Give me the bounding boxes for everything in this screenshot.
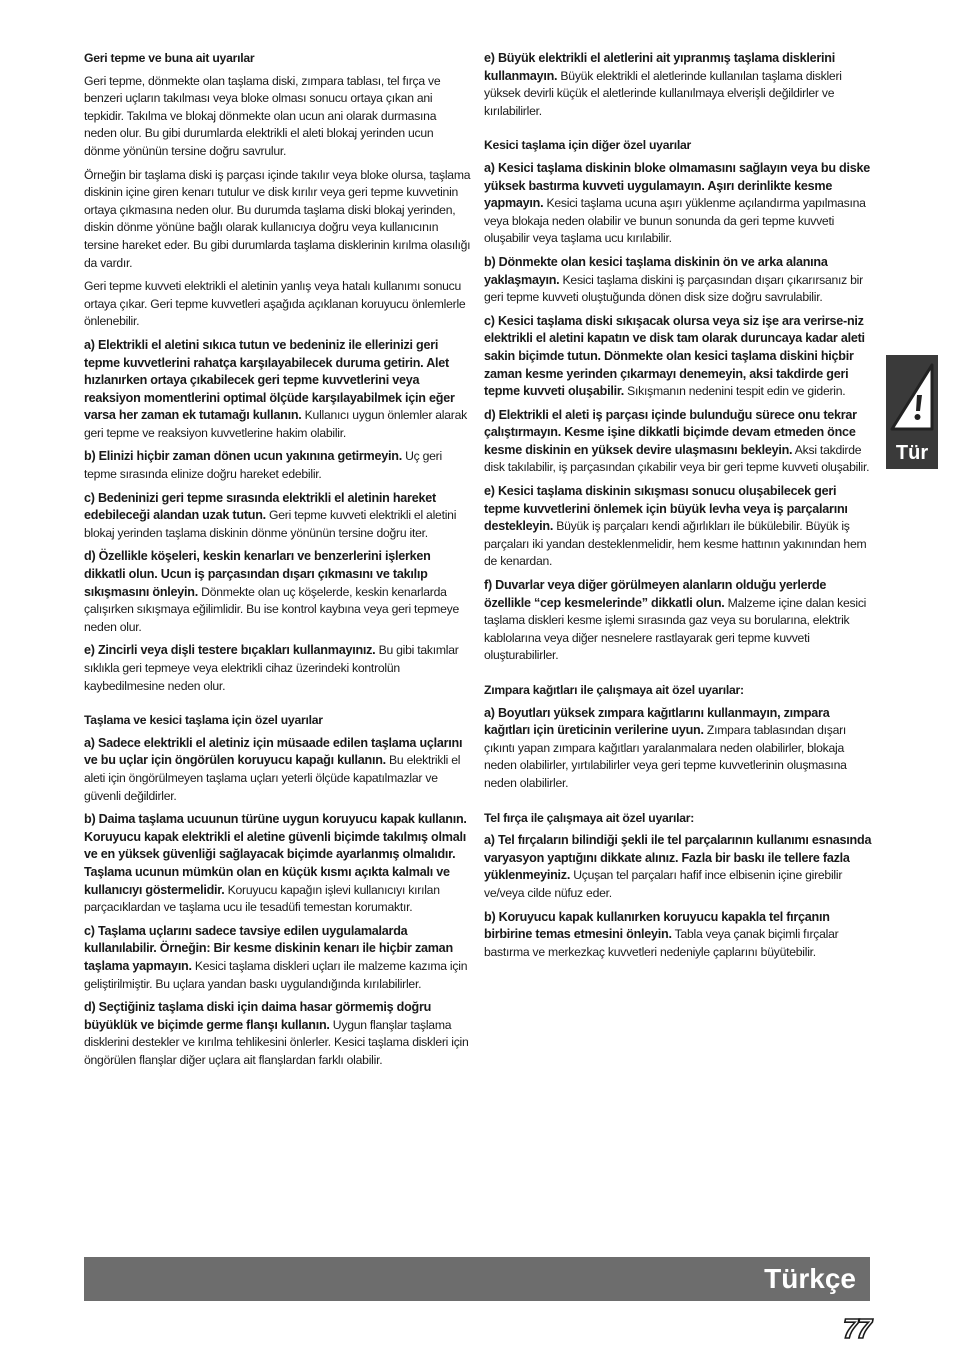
warning-item-explanation: Uçuşan tel parçaları hafif ince elbisenin içine girebilir ve/veya cilde nüfuz eder. [484,868,843,900]
warning-item-explanation: Koruyucu kapağın işlevi kullanıcıyı kırılan parçacıklardan ve taşlama ucu ile tesadüfi temestan korumaktır. [84,882,440,915]
warning-item-instruction: a) Tel fırçaların bilindiği şekli ile tel parçalarının kullanımı esnasında varyasyon yaptığını dikkate alınız. Fazla bir baskı ile tellere fazla yüklenmeyiniz. [484,833,872,883]
body-paragraph: Geri tepme, dönmekte olan taşlama diski, zımpara tablası, tel fırça ve benzeri uçların takılması veya bloke olması sonucu ortaya çıkan ani tepkidir. Takılma ve blokaj dönmekte olan ucun ani olarak durmasına neden olur. Bu gibi durumlarda elektrikli el aleti blokaj yerinden ucun dönme yönünün tersine doğru savrulur. [84,73,441,158]
warning-item-explanation: Dönmekte olan uç köşelerde, keskin kenarlarda çalışırken sıkışmaya eğilimlidir. Bu ise kontrol kaybına veya geri tepmeye neden olur. [84,584,460,634]
warning-item [484,705,872,793]
warning-item-instruction: c) Kesici taşlama diski sıkışacak olursa veya siz işe ara verirse-niz elektrikli el aletini kapatın ve disk tam olarak duruncaya kadar aleti sakin biçimde tutun. Dönmekte olan kesici taşlama diskini hiçbir zaman kesme yerinden çıkarmayı denemeyin, aksi takdirde geri tepme kuvveti oluşabilir. [484,313,865,399]
body-paragraph: Örneğin bir taşlama diski iş parçası içinde takılır veya bloke olursa, taşlama diskinin içine giren kenarı tutulur ve disk kırılır veya geri tepme kuvvetinin ortaya çıkmasına neden olur. Bu durumda taşlama diski blokaj yerinden, diskin dönme yönüne bağlı olarak kullanıcıya doğru veya kullanıcının tersine hareket eder. Bu gibi durumlarda taşlama disklerinin kırılma olasılığı da vardır. [84,167,471,270]
warning-item-instruction: b) Dönmekte olan kesici taşlama diskinin ön ve arka alanına yaklaşmayın. [484,254,828,287]
page-number: 77 [842,1313,870,1344]
left-column [84,50,472,1075]
warning-item [484,483,872,571]
warning-item-explanation: Kesici taşlama diskini iş parçasından dışarı çıkarırsanız bir geri tepme kuvveti oluştuğunda dönen disk size doğru savrulabilir. [484,272,863,305]
warning-item-explanation: Uygun flanşlar taşlama disklerini destekler ve kırılma tehlikesini önlerler. Kesici taşlama diskleri için öngörülen flanşlar diğer uçlara ait flanşlardan farklı olabilir. [84,1017,469,1067]
warning-item-instruction: d) Elektrikli el aleti iş parçası içinde bulunduğu sürece onu tekrar çalıştırmayın. Kesme işine dikkatli biçimde devam etmeden önce kesme diskinin en yüksek devire ulaşmasını bekleyin. [484,407,857,457]
warning-item-instruction: a) Elektrikli el aletini sıkıca tutun ve bedeniniz ile ellerinizi geri tepme kuvvetlerini rahatça karşılayabilecek duruma getirin. Alet hızlanırken ortaya çıkabilecek geri tepme kuvvetlerini veya reaksiyon momentlerini optimal ölçüde karşılayabilmek için eğer varsa her zaman ek tutamağı kullanın. [84,337,455,423]
warning-item [84,999,472,1069]
warning-item-instruction: f) Duvarlar veya diğer görülmeyen alanların olduğu yerlerde özellikle “cep kesmelerinde” dikkatli olun. [484,578,827,610]
section-heading: Kesici taşlama için diğer özel uyarılar [484,138,692,153]
section-heading: Tel fırça ile çalışmaya ait özel uyarılar: [484,810,695,825]
warning-item [484,160,872,248]
warning-item-instruction: b) Koruyucu kapak kullanırken koruyucu kapakla tel fırçanın birbirine temas etmesini önleyin. [484,909,830,942]
footer-language-title: Türkçe [764,1263,856,1294]
body-paragraph: Geri tepme kuvveti elektrikli el aletinin yanlış veya hatalı kullanımı sonucu ortaya çıkar. Geri tepme kuvvetleri aşağıda açıklanan koruyucu önlemlerle önlenebilir. [84,279,466,329]
footer-bar [84,1257,870,1301]
warning-item [484,832,872,902]
warning-item-instruction: e) Kesici taşlama diskinin sıkışması sonucu oluşabilecek geri tepme kuvvetlerini önlemek için büyük levha veya iş parçalarını destekleyin. [484,484,848,534]
warning-item-explanation: Zımpara tablasından dışarı çıkıntı yapan zımpara kağıtları yaralanmalara neden olabilirler, blokaja neden olabilirler, yırtılabilirler veya geri tepme kuvvetlerinin oluşmasına neden olabilirler. [484,723,847,790]
section-heading: Taşlama ve kesici taşlama için özel uyarılar [84,713,323,728]
warning-item-instruction: d) Seçtiğiniz taşlama diski için daima hasar görmemiş doğru büyüklük ve biçimde germe flanşı kullanın. [84,1000,432,1032]
warning-item-explanation: Tabla veya çanak biçimli fırçalar bastırma ve merkezkaç kuvvetleri nedeniyle çaplarını büyütebilir. [484,927,839,959]
warning-item-explanation: Kesici taşlama diskleri uçları ile malzeme kazıma için geliştirilmiştir. Bu uçlara yandan baskı uygulandığında kırılabilirler. [84,958,468,991]
warning-item-instruction: b) Elinizi hiçbir zaman dönen ucun yakınına getirmeyin. [84,449,402,464]
warning-item [84,548,472,636]
warning-item-instruction: c) Bedeninizi geri tepme sırasında elektrikli el aletinin hareket edebileceği alandan uzak tutun. [84,490,436,523]
warning-item-instruction: b) Daima taşlama ucuunun türüne uygun koruyucu kapak kullanın. Koruyucu kapak elektrikli el aletine güvenli biçimde takılmış olmalı ve en yüksek güvenliği sağlayacak biçimde ayarlanmış olmalıdır. Taşlama ucunun mümkün olan en küçük kısmı açıkta kalmalı ve kullanıcıyı göstermelidir. [84,812,467,897]
warning-item-explanation: Kesici taşlama ucuna aşırı yüklenme açılandırma yapılmasına veya blokaja neden olabilir ve bunun sonunda da geri tepme kuvveti oluşabilir veya taşlama ucu kırılabilir. [484,196,866,246]
warning-triangle-icon [886,355,938,439]
warning-item-explanation: Bu gibi takımlar sıklıkla geri tepmeye veya elektrikli cihaz üzerindeki kontrolün kaybedilmesine neden olur. [84,643,459,693]
warning-item-instruction: a) Boyutları yüksek zımpara kağıtlarını kullanmayın, zımpara kağıtları için üreticinin verilerine uyun. [484,705,830,738]
warning-item [484,407,872,477]
warning-item-instruction: e) Zincirli veya dişli testere bıçakları kullanmayınız. [84,643,376,658]
warning-item [484,577,872,665]
language-side-tab [886,355,938,469]
warning-item [484,909,872,962]
warning-item-explanation: Kullanıcı uygun önlemler alarak geri tepme ve reaksiyon kuvvetlerine hakim olabilir. [84,408,467,440]
warning-item [84,735,472,805]
warning-item-instruction: c) Taşlama uçlarını sadece tavsiye edilen uygulamalarda kullanılabilir. Örneğin: Bir kesme diskinin kenarı ile hiçbir zaman taşlama yapmayın. [84,923,453,973]
warning-item-instruction: d) Özellikle köşeleri, keskin kenarları ve benzerlerini işlerken dikkatli olun. Ucun iş parçasından dışarı çıkmasını ve takılıp sıkışmasını önleyin. [84,549,431,599]
warning-item-explanation: Uç geri tepme sırasında elinize doğru hareket edebilir. [84,449,442,482]
warning-item-explanation: Malzeme içine dalan kesici taşlama diskleri kesme işlemi sırasında gaz veya su borularına, elektrik kablolarına veya diğer nesnelere rastlayarak geri tepme kuvveti oluşturabilirler. [484,595,867,663]
warning-item-explanation: Sıkışmanın nedenini tespit edin ve giderin. [624,384,846,399]
warning-item [84,337,472,443]
warning-item [84,448,472,483]
side-tab-label: Tür [895,442,929,464]
warning-item-explanation: Geri tepme kuvveti elektrikli el aletini blokaj yerinden taşlama diskinin dönme yönünün tersine doğru iter. [84,508,457,540]
warning-item [84,490,472,543]
warning-item [84,923,472,993]
section-heading: Zımpara kağıtları ile çalışmaya ait özel uyarılar: [484,683,744,697]
warning-item [484,313,872,401]
warning-item [484,254,872,307]
warning-item [84,642,472,695]
warning-item-instruction: a) Sadece elektrikli el aletiniz için müsaade edilen taşlama uçlarını ve bu uçlar için öngörülen koruyucu kapağı kullanın. [84,735,463,768]
warning-item-explanation: Aksi takdirde disk takılabilir, iş parçasından çıkabilir veya bir geri tepme kuvveti oluşabilir. [484,442,870,475]
warning-item-instruction: a) Kesici taşlama diskinin bloke olmamasını sağlayın veya bu diske yüksek bastırma kuvveti uygulamayın. Aşırı derinlikte kesme yapmayın. [484,160,870,211]
warning-item-explanation: Büyük iş parçaları kendi ağırlıkları ile bükülebilir. Büyük iş parçaları iki yandan desteklenmelidir, hem kesme hattının yakınından hem de kenardan. [484,519,867,569]
warning-item [84,811,472,917]
right-column [484,50,872,967]
warning-item-explanation: Büyük elektrikli el aletlerinde kullanılan taşlama diskleri yüksek devirli küçük el aletlerinde kullanılmaya elverişli değildirler ve kırılabilirler. [484,68,842,118]
warning-item-explanation: Bu elektrikli el aleti için öngörülmeyen taşlama uçları yeterli ölçüde kapatılmazlar ve güvenli değildirler. [84,753,461,803]
warning-item-instruction: e) Büyük elektrikli el aletlerini ait yıpranmış taşlama disklerini kullanmayın. [484,51,835,83]
section-heading: Geri tepme ve buna ait uyarılar [84,51,255,65]
warning-item [484,50,872,120]
